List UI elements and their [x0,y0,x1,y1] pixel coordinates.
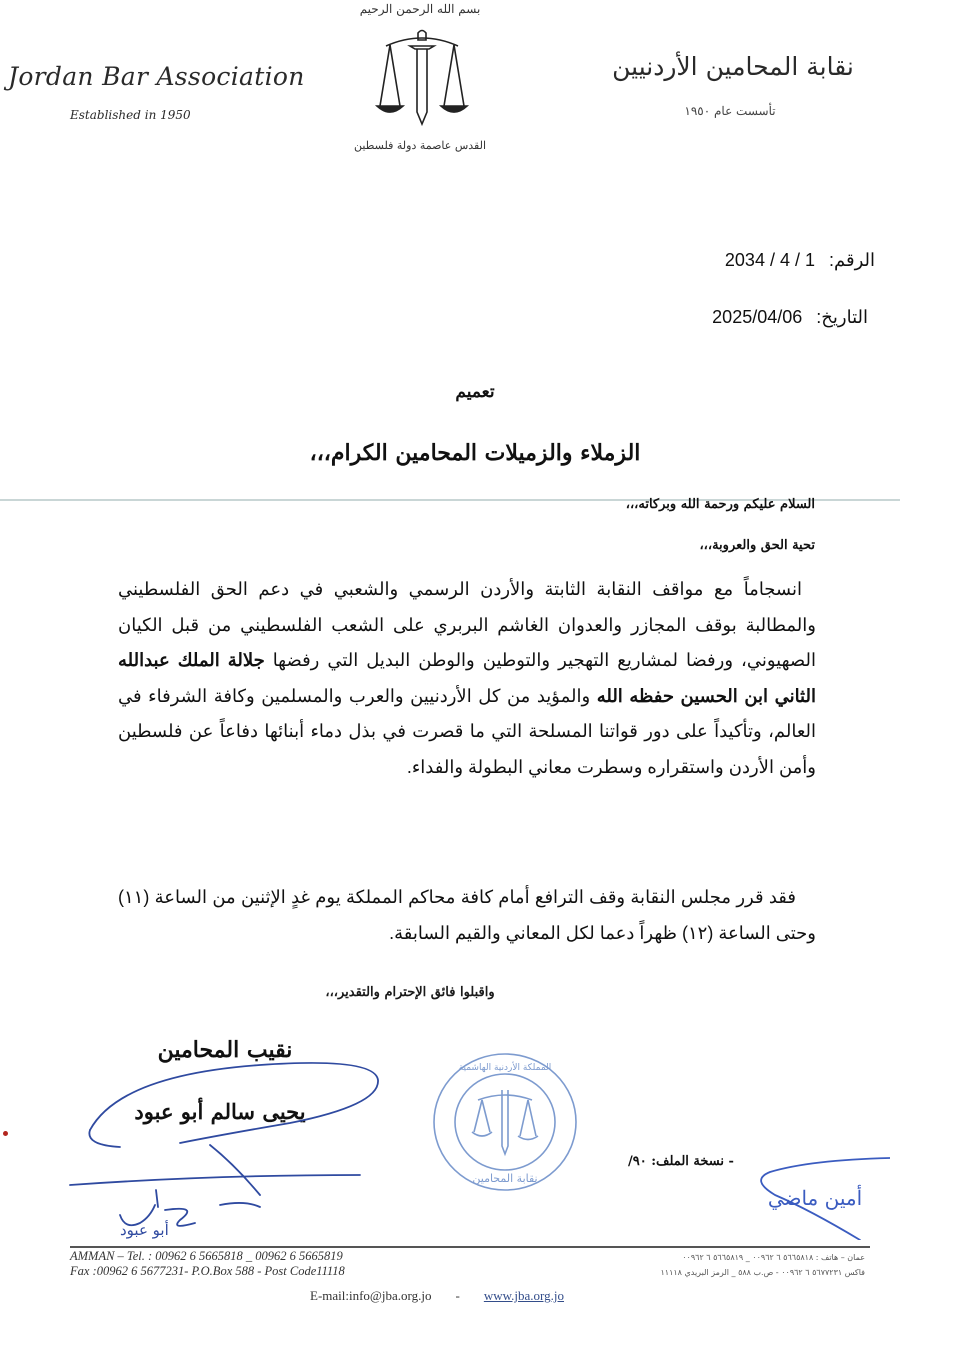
circular-title: تعميم [455,382,495,402]
quds-motto: القدس عاصمة دولة فلسطين [353,139,487,152]
body-paragraph-2 [118,880,816,951]
footer-english-line-2: Fax :00962 6 5677231- P.O.Box 588 - Post Code11118 [70,1264,345,1278]
reference-label: الرقم: [828,250,875,270]
footer-email[interactable]: E-mail:info@jba.org.jo [310,1288,432,1303]
closing-line: واقبلوا فائق الإحترام والتقدير،،، [325,985,495,1000]
footer-arabic-contact [570,1250,865,1280]
footer-arabic-line-1: عمان – هاتف : ٥٦٦٥٨١٨ ٦ ٠٠٩٦٢ _ ٥٦٦٥٨١٩ ٦ ٠٠٩٦٢ [682,1253,865,1262]
arabic-established: تأسست عام ١٩٥٠ [684,104,776,118]
stamp-bottom-text: نقابة المحامين [472,1172,538,1185]
handwritten-signature [60,1035,400,1245]
handwritten-signature-text: أبو عبود [120,1221,169,1239]
footer-website-link[interactable]: www.jba.org.jo [483,1288,565,1303]
signatory-title: نقيب المحامين [157,1037,293,1063]
basmala: بسم الله الرحمن الرحيم [359,2,481,16]
addressee-heading: الزملاء والزميلات المحامين الكرام،،، [309,440,641,466]
file-copy-note [628,1154,734,1169]
date-row [712,307,868,328]
paragraph-2-text: فقد قرر مجلس النقابة وقف الترافع أمام كافة محاكم المملكة يوم غدٍ الإثنين من الساعة (١١) وحتى الساعة (١٢) ظهراً دعما لكل المعاني والقيم السابقة. [118,887,816,943]
secretary-signature-text: أمين ماضي [767,1186,863,1210]
margin-dot [3,1131,8,1136]
footer-divider [70,1246,870,1248]
footer-arabic-line-2: فاكس ٥٦٧٧٢٣١ ٦ ٠٠٩٦٢ - ص.ب ٥٨٨ _ الرمز البريدي ١١١١٨ [660,1268,865,1277]
footer-separator: - [455,1288,460,1303]
paragraph-1-part-2: والمؤيد من كل الأردنيين والعرب والمسلمين وكافة الشرفاء في العالم، وتأكيداً على دور قواتنا المسلحة التي ما قصرت في بذل دماء أبنائها دفاعاً عن فلسطين وأمن الأردن واستقراره وسطرت معاني البطولة والفداء. [118,685,816,777]
secretary-signature [740,1150,890,1240]
stamp-top-text: المملكة الأردنية الهاشمية [458,1063,552,1073]
scales-and-sword-icon [374,28,470,128]
date-label: التاريخ: [816,307,868,327]
english-established: Established in 1950 [70,108,191,122]
arabic-association-name: نقابة المحامين الأردنيين [612,52,854,81]
file-copy-text: نسخة الملف: ٩٠/ [628,1154,724,1169]
date-value: 2025/04/06 [712,307,803,327]
english-association-name: Jordan Bar Association [8,62,305,91]
footer-online-contact [310,1288,564,1304]
body-paragraph-1 [118,572,816,785]
reference-value: 2034 / 4 / 1 [724,250,815,270]
footer-english-line-1: AMMAN – Tel. : 00962 6 5665818 _ 00962 6 5665819 [70,1249,343,1263]
signatory-name: يحيى سالم أبو عبود [134,1099,306,1124]
official-stamp [430,1050,580,1195]
paragraph-1-part-1: انسجاماً مع مواقف النقابة الثابتة والأردن الرسمي والشعبي في دعم الحق الفلسطيني والمطالبة بوقف المجازر والعدوان الغاشم البربري على الشعب الفلسطيني من قبل الكيان الصهيوني، ورفضا لمشاريع التهجير والتوطين والوطن البديل التي رفضها [118,579,816,670]
paragraph-1-king-name: جلالة الملك عبدالله الثاني ابن الحسين حفظه الله [118,650,816,706]
greeting: تحية الحق والعروبة،،، [699,538,815,553]
file-copy-dash: - [728,1154,734,1169]
salutation: السلام عليكم ورحمة الله وبركاته،،، [625,497,815,512]
footer-english-contact [70,1249,345,1279]
reference-number-row [725,250,875,271]
